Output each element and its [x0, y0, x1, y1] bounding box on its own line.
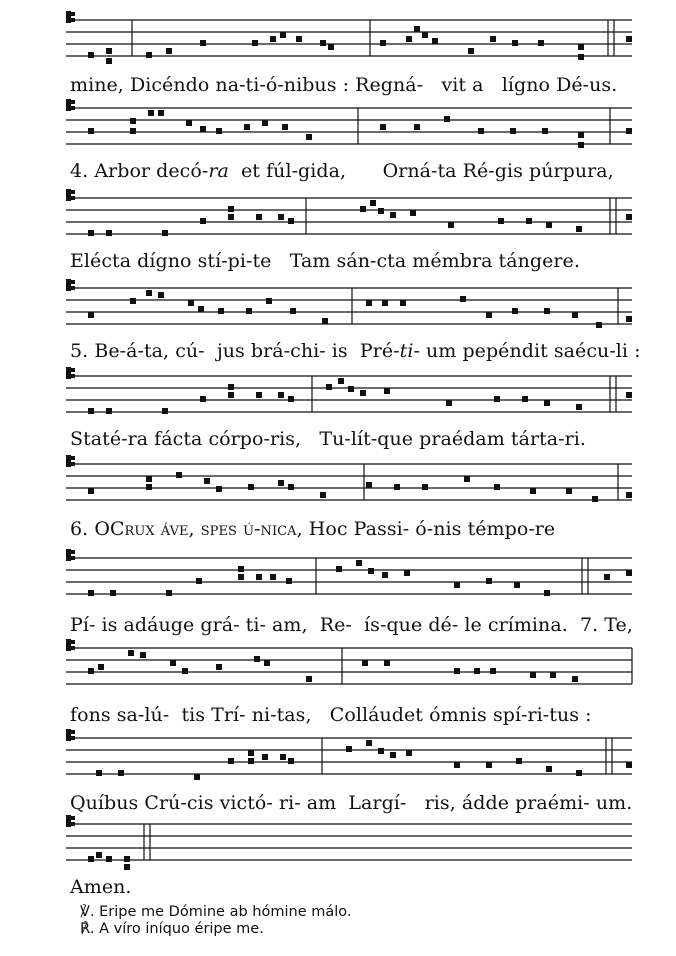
staff-4-notation — [66, 276, 632, 332]
lyric-line-4-italic: ti — [399, 340, 414, 362]
lyric-line-4-part-b: - um pepéndit saécu-li : — [413, 340, 641, 362]
lyric-line-6-part-b: Hoc Passi- ó-nis témpo-re — [302, 518, 556, 540]
staff-2-notation — [66, 96, 632, 152]
staff-9 — [66, 726, 632, 776]
staff-9-notation — [66, 726, 632, 782]
lyric-line-6 — [70, 518, 630, 540]
staff-7 — [66, 546, 632, 596]
staff-1-notation — [66, 8, 632, 64]
lyric-line-2-part-b: et fúl-gida, Orná-ta Ré-gis púrpura, — [228, 160, 614, 182]
lyric-line-4 — [70, 340, 641, 362]
lyric-line-2-italic: ra — [208, 160, 229, 182]
lyric-line-6-smallcaps: Crux áve, spes ú-nica, — [109, 518, 303, 540]
staff-10 — [66, 812, 632, 862]
lyric-line-2 — [70, 160, 630, 182]
verse-number-5: 5. — [70, 340, 89, 362]
lyric-line-9: Quíbus Crú-cis victó- ri- am Largí- ris, ádde praémi- um. — [70, 792, 633, 814]
lyric-line-10: Amen. — [70, 876, 132, 898]
verse-number-6: 6. O — [70, 518, 110, 540]
lyric-line-2-part-a: Arbor decó- — [88, 160, 209, 182]
versicle: ℣. Eripe me Dómine ab hómine málo. — [80, 904, 352, 920]
verse-number-4: 4. — [70, 160, 89, 182]
staff-3-notation — [66, 186, 632, 242]
lyric-line-7: Pí- is adáuge grá- ti- am, Re- ís-que dé- le crímina. 7. Te, — [70, 614, 633, 636]
staff-3 — [66, 186, 632, 236]
lyric-line-1: mine, Dicéndo na-ti-ó-nibus : Regná- vit a lígno Dé-us. — [70, 74, 618, 96]
staff-7-notation — [66, 546, 632, 602]
staff-6-notation — [66, 452, 632, 508]
staff-5-notation — [66, 364, 632, 420]
staff-10-notation — [66, 812, 632, 868]
lyric-line-4-part-a: Be-á-ta, cú- jus brá-chi- is Pré- — [88, 340, 400, 362]
staff-5 — [66, 364, 632, 414]
response: ℟. A víro iníquo éripe me. — [80, 921, 264, 937]
lyric-line-5: Staté-ra fácta córpo-ris, Tu-lít-que praédam tárta-ri. — [70, 428, 586, 450]
lyric-line-8: fons sa-lú- tis Trí- ni-tas, Colláudet ómnis spí-ri-tus : — [70, 704, 592, 726]
staff-8 — [66, 636, 632, 686]
staff-8-notation — [66, 636, 632, 692]
staff-2 — [66, 96, 632, 146]
staff-4 — [66, 276, 632, 326]
staff-6 — [66, 452, 632, 502]
staff-1 — [66, 8, 632, 58]
lyric-line-3: Elécta dígno stí-pi-te Tam sán-cta mémbra tángere. — [70, 250, 580, 272]
